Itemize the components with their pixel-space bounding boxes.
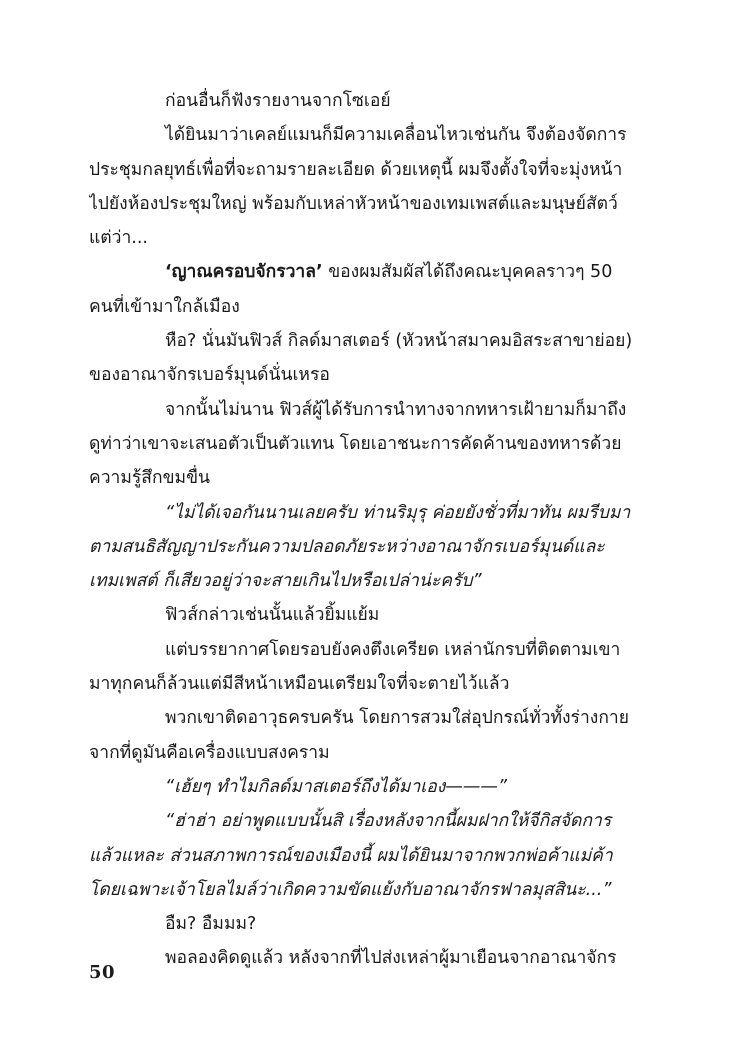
text-line — [89, 358, 653, 392]
text-line — [89, 427, 653, 461]
text-line — [89, 804, 653, 838]
line-text: “เฮ้ยๆ ทำไมกิลด์มาสเตอร์ถึงได้มาเอง———” — [165, 776, 507, 797]
text-line — [89, 496, 653, 530]
body-text — [89, 84, 653, 976]
bold-term: ‘ญาณครอบจักรวาล’ — [165, 262, 323, 283]
line-text: อืม? อืมมม? — [165, 914, 257, 935]
line-text: เทมเพสต์ ก็เสียวอยู่ว่าจะสายเกินไปหรือเปล่าน่ะครับ” — [89, 571, 482, 592]
line-text: แต่ว่า... — [89, 228, 148, 249]
line-text: ตามสนธิสัญญาประกันความปลอดภัยระหว่างอาณาจักรเบอร์มุนด์และ — [89, 536, 605, 557]
text-line — [89, 84, 653, 118]
text-line — [89, 873, 653, 907]
line-text: ของอาณาจักรเบอร์มุนด์นั่นเหรอ — [89, 365, 330, 386]
line-text: หือ? นั่นมันฟิวส์ กิลด์มาสเตอร์ (หัวหน้าสมาคมอิสระสาขาย่อย) — [165, 331, 633, 352]
line-text: ฟิวส์กล่าวเช่นนั้นแล้วยิ้มแย้ม — [165, 605, 380, 626]
line-text: ประชุมกลยุทธ์เพื่อที่จะถามรายละเอียด ด้วยเหตุนี้ ผมจึงตั้งใจที่จะมุ่งหน้า — [89, 159, 623, 180]
text-line — [89, 701, 653, 735]
line-text: พอลองคิดดูแล้ว หลังจากที่ไปส่งเหล่าผู้มาเยือนจากอาณาจักร — [165, 948, 617, 969]
line-text: พวกเขาติดอาวุธครบครัน โดยการสวมใส่อุปกรณ์ทั่วทั้งร่างกาย — [165, 708, 629, 729]
line-text: “ไม่ได้เจอกันนานเลยครับ ท่านริมุรุ ค่อยยังชั่วที่มาทัน ผมรีบมา — [165, 502, 631, 523]
line-text: แล้วแหละ ส่วนสภาพการณ์ของเมืองนี้ ผมได้ยินมาจากพวกพ่อค้าแม่ค้า — [89, 845, 613, 866]
text-line — [89, 736, 653, 770]
line-text: ดูท่าว่าเขาจะเสนอตัวเป็นตัวแทน โดยเอาชนะการคัดค้านของทหารด้วย — [89, 433, 622, 454]
text-line — [89, 255, 653, 289]
page-number: 50 — [89, 962, 116, 983]
line-text: ได้ยินมาว่าเคลย์แมนก็มีความเคลื่อนไหวเช่นกัน จึงต้องจัดการ — [165, 125, 627, 146]
line-text: ของผมสัมผัสได้ถึงคณะบุคคลราวๆ 50 — [322, 262, 613, 283]
text-line — [89, 530, 653, 564]
text-line — [89, 633, 653, 667]
text-line — [89, 564, 653, 598]
text-line — [89, 667, 653, 701]
text-line — [89, 324, 653, 358]
line-text: จากที่ดูมันคือเครื่องแบบสงคราม — [89, 742, 330, 763]
text-line — [89, 461, 653, 495]
line-text: ไปยังห้องประชุมใหญ่ พร้อมกับเหล่าหัวหน้าของเทมเพสต์และมนุษย์สัตว์ — [89, 193, 618, 214]
text-line — [89, 907, 653, 941]
text-line — [89, 221, 653, 255]
text-line — [89, 187, 653, 221]
line-text: คนที่เข้ามาใกล้เมือง — [89, 296, 240, 317]
line-text: ความรู้สึกขมขื่น — [89, 468, 210, 489]
text-line — [89, 941, 653, 975]
text-line — [89, 290, 653, 324]
line-text: “ฮ่าฮ่า อย่าพูดแบบนั้นสิ เรื่องหลังจากนี้ผมฝากให้จีกิสจัดการ — [165, 811, 612, 832]
text-line — [89, 839, 653, 873]
text-line — [89, 770, 653, 804]
line-text: โดยเฉพาะเจ้าโยลไมล์ว่าเกิดความขัดแย้งกับอาณาจักรฟาลมุสสินะ...” — [89, 879, 612, 900]
line-text: แต่บรรยากาศโดยรอบยังคงตึงเครียด เหล่านักรบที่ติดตามเขา — [165, 639, 621, 660]
text-line — [89, 393, 653, 427]
text-line — [89, 598, 653, 632]
line-text: มาทุกคนก็ล้วนแต่มีสีหน้าเหมือนเตรียมใจที่จะตายไว้แล้ว — [89, 674, 510, 695]
text-line — [89, 153, 653, 187]
text-line — [89, 118, 653, 152]
line-text: ก่อนอื่นก็ฟังรายงานจากโซเอย์ — [165, 91, 391, 111]
line-text: จากนั้นไม่นาน ฟิวส์ผู้ได้รับการนำทางจากทหารเฝ้ายามก็มาถึง — [165, 399, 627, 420]
